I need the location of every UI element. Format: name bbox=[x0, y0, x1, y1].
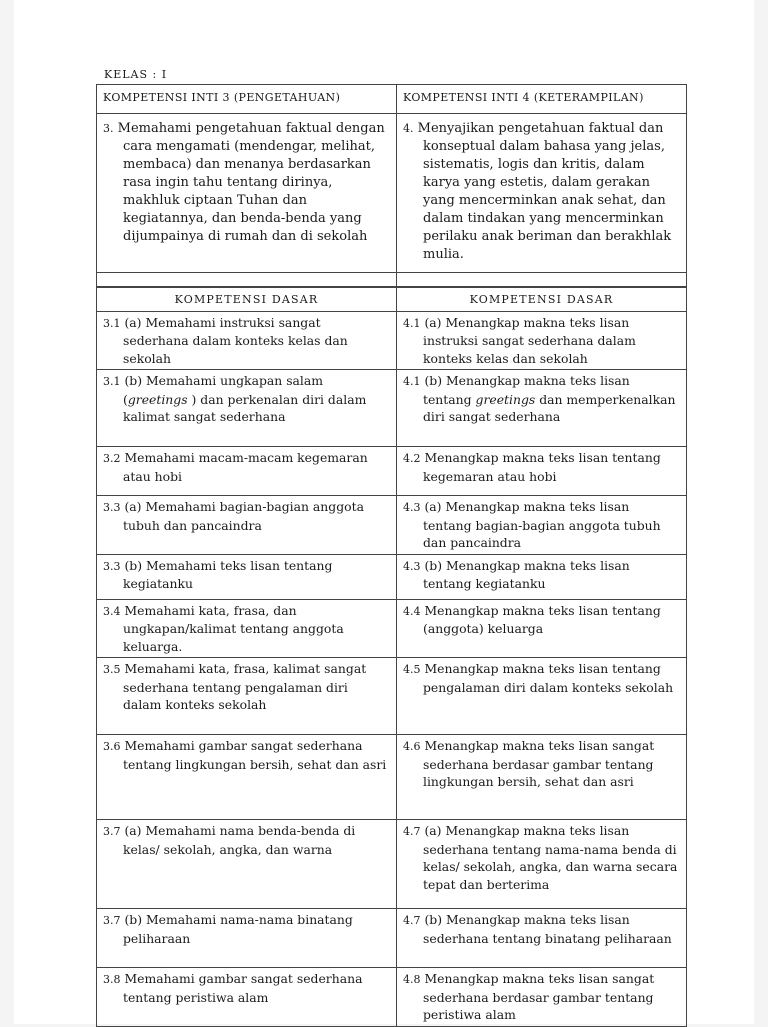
kd-skill-text bbox=[403, 602, 680, 638]
kd-rows bbox=[97, 311, 687, 1026]
ki4-header: KOMPETENSI INTI 4 (KETERAMPILAN) bbox=[397, 85, 687, 114]
kd-skill-text bbox=[403, 449, 680, 485]
kd-knowledge-cell bbox=[97, 599, 397, 658]
spacer-cell-right bbox=[397, 273, 687, 288]
kd-knowledge-num: 3.8 bbox=[103, 973, 121, 986]
kd-knowledge-cell bbox=[97, 370, 397, 447]
kd-skill-text bbox=[403, 822, 680, 893]
core-competency-row bbox=[97, 114, 687, 273]
kd-knowledge-text bbox=[103, 970, 390, 1006]
kd-skill-cell bbox=[397, 968, 687, 1027]
kd-header-right: KOMPETENSI DASAR bbox=[397, 287, 687, 311]
kd-knowledge-num: 3.1 bbox=[103, 375, 121, 388]
kd-row bbox=[97, 599, 687, 658]
kd-knowledge-it: greetings bbox=[127, 391, 188, 407]
kd-skill-cell bbox=[397, 599, 687, 658]
kd-row bbox=[97, 447, 687, 496]
kd-knowledge-cell bbox=[97, 496, 397, 555]
kd-knowledge-num: 3.1 bbox=[103, 316, 121, 330]
kd-knowledge-cell bbox=[97, 554, 397, 599]
kd-knowledge-pre: Memahami kata, frasa, dan ungkapan/kalimat tentang anggota keluarga. bbox=[123, 602, 344, 654]
kd-knowledge-pre: (a) Memahami bagian-bagian anggota tubuh dan pancaindra bbox=[123, 499, 364, 533]
kd-knowledge-cell bbox=[97, 909, 397, 968]
kd-skill-pre: (b) Menangkap makna teks lisan tentang bbox=[423, 373, 630, 407]
kd-knowledge-cell bbox=[97, 820, 397, 909]
kd-header-left: KOMPETENSI DASAR bbox=[97, 287, 397, 311]
kd-knowledge-text bbox=[103, 314, 390, 368]
kd-knowledge-num: 3.5 bbox=[103, 663, 121, 676]
kd-skill-cell bbox=[397, 311, 687, 370]
kd-row bbox=[97, 968, 687, 1027]
kd-knowledge-num: 3.7 bbox=[103, 914, 121, 927]
kd-skill-cell bbox=[397, 735, 687, 820]
core-competency-header-row bbox=[97, 85, 687, 114]
kd-knowledge-pre: Memahami gambar sangat sederhana tentang lingkungan bersih, sehat dan asri bbox=[123, 738, 387, 772]
ki4-text: 4. Menyajikan pengetahuan faktual dan konseptual dalam bahasa yang jelas, sistematis, logis dan kritis, dalam karya yang estetis, dalam gerakan yang mencerminkan anak sehat, dan dalam tindakan yang mencerminkan perilaku anak beriman dan berakhlak mulia. bbox=[403, 121, 672, 262]
kd-knowledge-text bbox=[103, 449, 390, 485]
kd-knowledge-pre: Memahami macam-macam kegemaran atau hobi bbox=[123, 450, 368, 484]
kd-header-row bbox=[97, 287, 687, 311]
kd-knowledge-num: 3.7 bbox=[103, 825, 121, 838]
kd-knowledge-post: ) dan perkenalan diri dalam kalimat sangat sederhana bbox=[123, 391, 367, 424]
kd-row bbox=[97, 554, 687, 599]
kd-skill-num: 4.7 bbox=[403, 914, 421, 927]
kd-skill-num: 4.3 bbox=[403, 501, 421, 514]
kd-skill-pre: (b) Menangkap makna teks lisan sederhana tentang binatang peliharaan bbox=[423, 912, 672, 946]
kd-knowledge-pre: (b) Memahami nama-nama binatang peliharaan bbox=[123, 912, 353, 946]
kd-skill-cell bbox=[397, 447, 687, 496]
kd-skill-text bbox=[403, 660, 680, 696]
kd-skill-num: 4.1 bbox=[403, 316, 421, 330]
kd-skill-num: 4.3 bbox=[403, 559, 421, 573]
kd-knowledge-pre: Memahami gambar sangat sederhana tentang peristiwa alam bbox=[123, 971, 363, 1005]
kd-skill-text bbox=[403, 970, 680, 1024]
kd-knowledge-num: 3.6 bbox=[103, 740, 121, 753]
kd-knowledge-pre: (b) Memahami teks lisan tentang kegiatanku bbox=[123, 557, 333, 591]
kd-skill-num: 4.7 bbox=[403, 825, 421, 838]
kd-skill-cell bbox=[397, 820, 687, 909]
kd-knowledge-cell bbox=[97, 658, 397, 735]
kd-knowledge-text bbox=[103, 660, 390, 714]
kd-skill-pre: (b) Menangkap makna teks lisan tentang kegiatanku bbox=[423, 557, 630, 591]
kd-skill-text bbox=[403, 372, 680, 426]
kd-knowledge-num: 3.3 bbox=[103, 501, 121, 514]
spacer-cell-left bbox=[97, 273, 397, 288]
ki3-text: 3. Memahami pengetahuan faktual dengan cara mengamati (mendengar, melihat, membaca) dan menanya berdasarkan rasa ingin tahu tentang dirinya, makhluk ciptaan Tuhan dan kegiatannya, dan benda-benda yang dijumpainya di rumah dan di sekolah bbox=[103, 121, 385, 244]
kd-knowledge-text bbox=[103, 498, 390, 534]
kd-skill-cell bbox=[397, 496, 687, 555]
ki4-cell bbox=[397, 114, 687, 273]
kd-knowledge-text bbox=[103, 822, 390, 858]
kd-skill-it: greetings bbox=[475, 391, 536, 407]
kd-knowledge-text bbox=[103, 557, 390, 593]
kd-knowledge-num: 3.3 bbox=[103, 559, 121, 573]
kd-skill-num: 4.6 bbox=[403, 740, 421, 753]
competency-table bbox=[96, 84, 687, 1027]
kd-skill-text bbox=[403, 737, 680, 791]
kd-knowledge-text bbox=[103, 602, 390, 656]
kd-knowledge-cell bbox=[97, 447, 397, 496]
kd-knowledge-text bbox=[103, 372, 390, 426]
kd-skill-num: 4.5 bbox=[403, 663, 421, 676]
kd-skill-num: 4.8 bbox=[403, 973, 421, 986]
kd-knowledge-pre: (b) Memahami ungkapan salam ( bbox=[123, 373, 324, 407]
kd-knowledge-cell bbox=[97, 735, 397, 820]
kd-skill-text bbox=[403, 498, 680, 552]
kd-skill-pre: Menangkap makna teks lisan tentang (anggota) keluarga bbox=[423, 602, 661, 636]
kd-skill-num: 4.1 bbox=[403, 375, 421, 388]
kd-skill-pre: (a) Menangkap makna teks lisan tentang bagian-bagian anggota tubuh dan pancaindra bbox=[423, 499, 661, 550]
ki3-header: KOMPETENSI INTI 3 (PENGETAHUAN) bbox=[97, 85, 397, 114]
kd-skill-text bbox=[403, 314, 680, 368]
kd-row bbox=[97, 311, 687, 370]
kd-skill-cell bbox=[397, 658, 687, 735]
ki3-cell bbox=[97, 114, 397, 273]
kd-row bbox=[97, 909, 687, 968]
kd-skill-pre: Menangkap makna teks lisan sangat sederhana berdasar gambar tentang lingkungan bersih, sehat dan asri bbox=[423, 738, 655, 789]
kd-knowledge-pre: (a) Memahami instruksi sangat sederhana dalam konteks kelas dan sekolah bbox=[123, 314, 348, 366]
spacer-row bbox=[97, 273, 687, 288]
kd-row bbox=[97, 658, 687, 735]
kd-skill-cell bbox=[397, 370, 687, 447]
kd-skill-num: 4.4 bbox=[403, 604, 421, 618]
kd-skill-pre: (a) Menangkap makna teks lisan instruksi sangat sederhana dalam konteks kelas dan sekolah bbox=[423, 314, 636, 366]
kd-row bbox=[97, 735, 687, 820]
kd-skill-text bbox=[403, 557, 680, 593]
kd-skill-pre: Menangkap makna teks lisan sangat sederhana berdasar gambar tentang peristiwa alam bbox=[423, 971, 655, 1022]
kd-row bbox=[97, 496, 687, 555]
kd-skill-cell bbox=[397, 909, 687, 968]
kd-skill-pre: (a) Menangkap makna teks lisan sederhana tentang nama-nama benda di kelas/ sekolah, angka, dan warna secara tepat dan berterima bbox=[423, 823, 678, 892]
kd-knowledge-cell bbox=[97, 311, 397, 370]
kd-row bbox=[97, 820, 687, 909]
kd-knowledge-cell bbox=[97, 968, 397, 1027]
kd-row bbox=[97, 370, 687, 447]
kd-skill-post: dan memperkenalkan diri sangat sederhana bbox=[423, 391, 676, 424]
class-label: KELAS : I bbox=[104, 68, 168, 81]
kd-skill-pre: Menangkap makna teks lisan tentang kegemaran atau hobi bbox=[423, 450, 661, 484]
kd-skill-num: 4.2 bbox=[403, 452, 421, 465]
kd-skill-pre: Menangkap makna teks lisan tentang pengalaman diri dalam konteks sekolah bbox=[423, 661, 674, 695]
kd-skill-text bbox=[403, 911, 680, 947]
kd-knowledge-text bbox=[103, 737, 390, 773]
kd-knowledge-num: 3.2 bbox=[103, 452, 121, 465]
kd-knowledge-pre: Memahami kata, frasa, kalimat sangat sederhana tentang pengalaman diri dalam konteks sekolah bbox=[123, 661, 367, 712]
kd-knowledge-text bbox=[103, 911, 390, 947]
kd-knowledge-num: 3.4 bbox=[103, 604, 121, 618]
kd-knowledge-pre: (a) Memahami nama benda-benda di kelas/ sekolah, angka, dan warna bbox=[123, 823, 356, 857]
kd-skill-cell bbox=[397, 554, 687, 599]
